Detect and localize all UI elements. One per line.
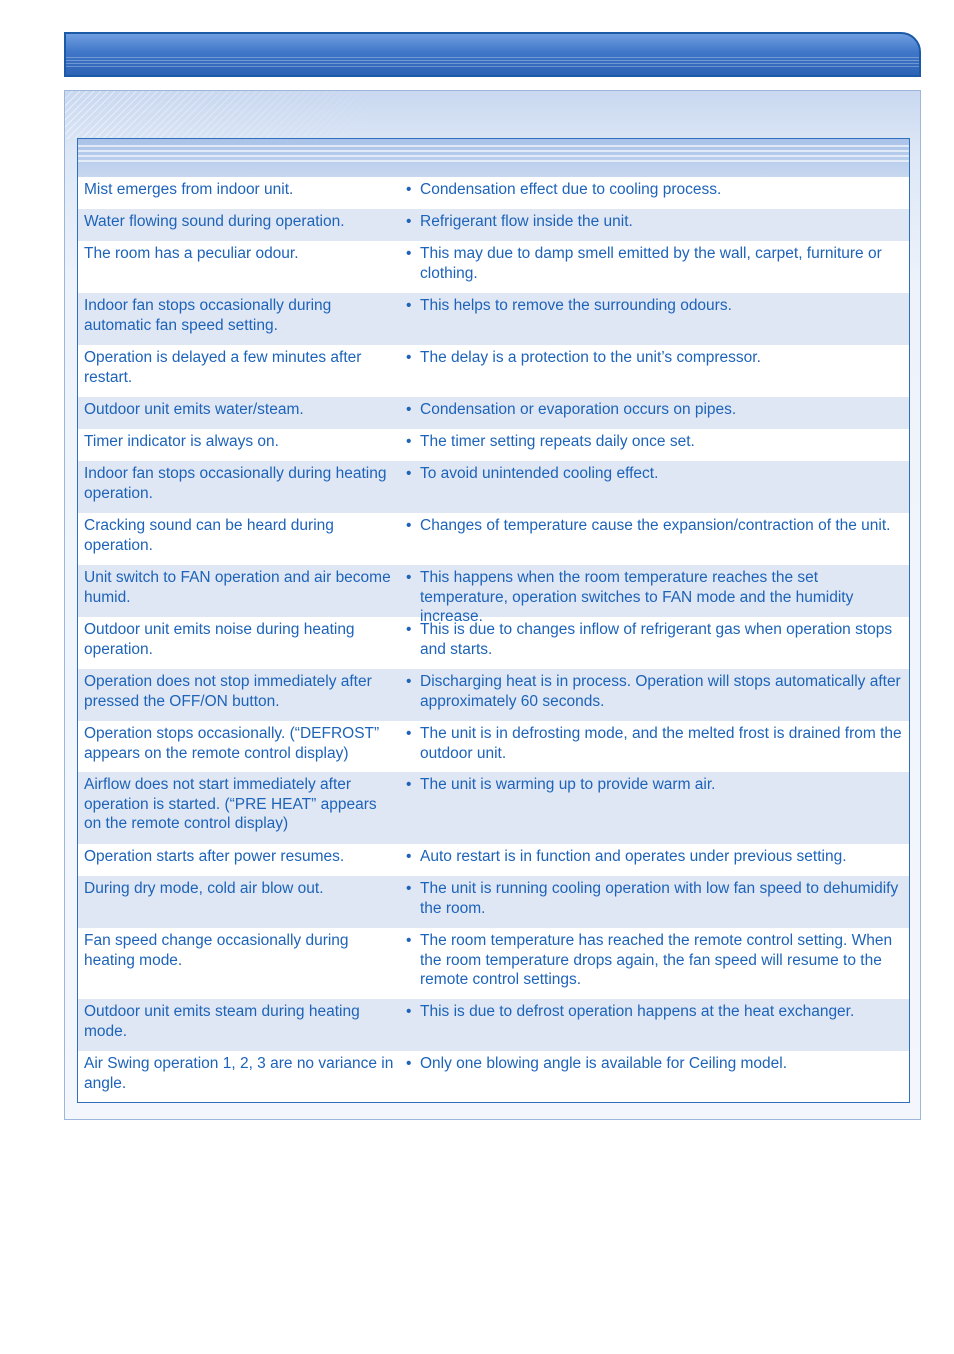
row-cause: Indoor fan stops occasionally during heating operation. — [84, 465, 387, 502]
table-row — [78, 1051, 909, 1102]
row-cause: During dry mode, cold air blow out. — [84, 880, 324, 897]
row-cause: Outdoor unit emits noise during heating operation. — [84, 621, 355, 658]
row-cause: Unit switch to FAN operation and air become humid. — [84, 569, 391, 606]
row-solution-text: This is due to changes inflow of refrigerant gas when operation stops and starts. — [420, 621, 893, 658]
table-row — [78, 999, 909, 1051]
row-solution-text: This may due to damp smell emitted by the wall, carpet, furniture or clothing. — [420, 245, 882, 282]
row-solution — [405, 244, 903, 283]
row-solution-text: This happens when the room temperature reaches the set temperature, operation switches to FAN mode and the humidity increase. — [420, 569, 854, 625]
row-cause: Indoor fan stops occasionally during automatic fan speed setting. — [84, 297, 332, 334]
bullet-icon: • — [406, 932, 412, 949]
table-row — [78, 844, 909, 876]
troubleshooting-table — [77, 138, 910, 1103]
row-solution-text: Auto restart is in function and operates under previous setting. — [420, 848, 847, 865]
row-solution-text: Discharging heat is in process. Operation will stops automatically after approximately 60 seconds. — [420, 673, 901, 710]
table-header — [78, 139, 909, 177]
table-row — [78, 397, 909, 429]
row-cause: Timer indicator is always on. — [84, 433, 279, 450]
row-solution — [405, 672, 903, 711]
bullet-icon: • — [406, 181, 412, 198]
row-cause: Operation is delayed a few minutes after restart. — [84, 349, 362, 386]
table-row — [78, 513, 909, 565]
row-solution — [405, 348, 903, 368]
row-cause: Fan speed change occasionally during heating mode. — [84, 932, 349, 969]
row-solution-text: Condensation or evaporation occurs on pipes. — [420, 401, 737, 418]
row-solution-text: To avoid unintended cooling effect. — [420, 465, 659, 482]
row-solution-text: The timer setting repeats daily once set. — [420, 433, 695, 450]
title-bar-stripes — [66, 57, 919, 69]
row-solution-text: The delay is a protection to the unit’s compressor. — [420, 349, 761, 366]
bullet-icon: • — [406, 1055, 412, 1072]
table-row — [78, 565, 909, 625]
table-row — [78, 345, 909, 397]
bullet-icon: • — [406, 433, 412, 450]
bullet-icon: • — [406, 569, 412, 586]
row-solution — [405, 212, 903, 232]
row-solution-text: Only one blowing angle is available for Ceiling model. — [420, 1055, 788, 1072]
row-solution — [405, 1002, 903, 1022]
row-solution-text: The room temperature has reached the remote control setting. When the room temperature drops again, the fan speed will resume to the remote control settings. — [420, 932, 893, 988]
bullet-icon: • — [406, 725, 412, 742]
row-cause: Airflow does not start immediately after operation is started. (“PRE HEAT” appears on the remote control display) — [84, 776, 377, 832]
row-solution — [405, 296, 903, 316]
bullet-icon: • — [406, 1003, 412, 1020]
row-cause: Cracking sound can be heard during operation. — [84, 517, 334, 554]
row-solution-text: This is due to defrost operation happens at the heat exchanger. — [420, 1003, 855, 1020]
row-cause: Operation starts after power resumes. — [84, 848, 345, 865]
bullet-icon: • — [406, 401, 412, 418]
row-solution — [405, 432, 903, 452]
bullet-icon: • — [406, 465, 412, 482]
row-solution — [405, 775, 903, 795]
bullet-icon: • — [406, 245, 412, 262]
row-solution — [405, 879, 903, 918]
row-solution — [405, 724, 903, 763]
row-solution-text: This helps to remove the surrounding odours. — [420, 297, 732, 314]
bullet-icon: • — [406, 880, 412, 897]
table-row — [78, 876, 909, 928]
table-row — [78, 461, 909, 513]
bullet-icon: • — [406, 848, 412, 865]
row-cause: Water flowing sound during operation. — [84, 213, 345, 230]
bullet-icon: • — [406, 673, 412, 690]
table-row — [78, 209, 909, 241]
table-row — [78, 429, 909, 461]
row-solution-text: The unit is warming up to provide warm air. — [420, 776, 716, 793]
table-row — [78, 721, 909, 772]
row-solution — [405, 180, 903, 200]
table-row — [78, 293, 909, 345]
row-solution — [405, 400, 903, 420]
row-cause: Outdoor unit emits steam during heating mode. — [84, 1003, 360, 1040]
row-cause: The room has a peculiar odour. — [84, 245, 299, 262]
table-row — [78, 241, 909, 293]
row-solution — [405, 620, 903, 659]
row-cause: Operation does not stop immediately after pressed the OFF/ON button. — [84, 673, 372, 710]
row-solution — [405, 1054, 903, 1074]
bullet-icon: • — [406, 621, 412, 638]
table-row — [78, 617, 909, 669]
row-solution — [405, 847, 903, 867]
table-row — [78, 177, 909, 209]
bullet-icon: • — [406, 213, 412, 230]
row-solution-text: Condensation effect due to cooling process. — [420, 181, 722, 198]
table-row — [78, 669, 909, 721]
bullet-icon: • — [406, 517, 412, 534]
row-solution — [405, 464, 903, 484]
row-solution-text: The unit is in defrosting mode, and the melted frost is drained from the outdoor unit. — [420, 725, 902, 762]
row-cause: Mist emerges from indoor unit. — [84, 181, 294, 198]
row-solution-text: The unit is running cooling operation with low fan speed to dehumidify the room. — [420, 880, 899, 917]
table-header-stripes — [78, 145, 909, 165]
bullet-icon: • — [406, 776, 412, 793]
table-row — [78, 928, 909, 999]
row-solution-text: Changes of temperature cause the expansion/contraction of the unit. — [420, 517, 891, 534]
bullet-icon: • — [406, 297, 412, 314]
row-cause: Outdoor unit emits water/steam. — [84, 401, 304, 418]
bullet-icon: • — [406, 349, 412, 366]
row-solution — [405, 931, 903, 990]
row-cause: Operation stops occasionally. (“DEFROST” appears on the remote control display) — [84, 725, 380, 762]
row-solution-text: Refrigerant flow inside the unit. — [420, 213, 633, 230]
panel-hatch-decoration — [65, 91, 395, 139]
table-row — [78, 772, 909, 844]
row-solution — [405, 516, 903, 536]
section-title-bar — [64, 32, 921, 77]
row-cause: Air Swing operation 1, 2, 3 are no variance in angle. — [84, 1055, 394, 1092]
